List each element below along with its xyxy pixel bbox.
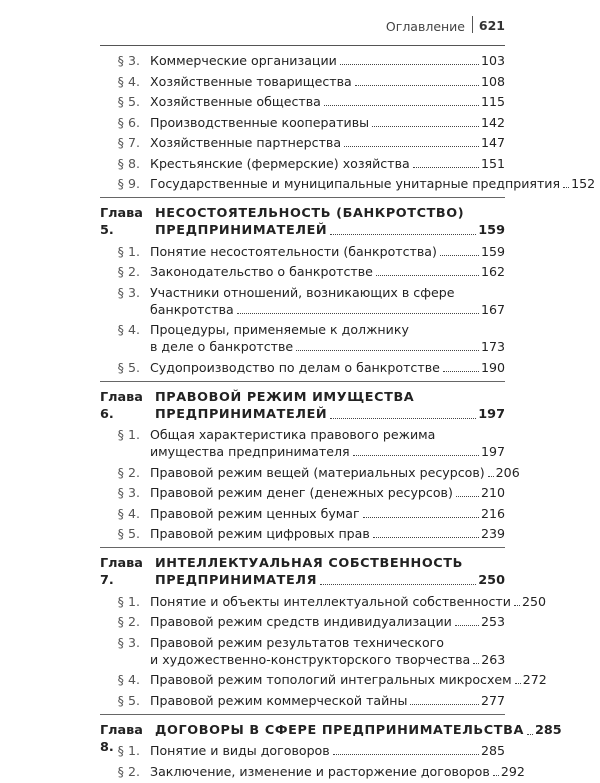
entry-title-line: ИНТЕЛЛЕКТУАЛЬНАЯ СОБСТВЕННОСТЬ (155, 556, 463, 571)
entry-title-line: имущества предпринимателя (150, 444, 350, 459)
entry-text (150, 263, 505, 280)
entry-text (150, 243, 505, 260)
entry-title-line: Понятие несостоятельности (банкротства) (150, 243, 437, 259)
dot-leader (363, 517, 479, 518)
chapter-number: Глава 8. (100, 722, 143, 755)
section-number: § 5. (117, 359, 140, 375)
entry-title-line: ДОГОВОРЫ В СФЕРЕ ПРЕДПРИНИМАТЕЛЬСТВА (155, 722, 524, 738)
entry-title-line: Правовой режим денег (денежных ресурсов) (150, 485, 453, 500)
entry-page-number: 173 (480, 339, 505, 354)
section-number: § 5. (117, 692, 140, 708)
dot-leader (514, 605, 520, 606)
chapter-number: Глава 5. (100, 206, 143, 238)
section-number: § 6. (117, 114, 140, 130)
dot-leader (355, 85, 479, 86)
toc-section[interactable] (100, 426, 505, 460)
entry-title-line: Понятие и виды договоров (150, 743, 330, 758)
entry-text (150, 73, 505, 90)
entry-title-line: Хозяйственные партнерства (150, 135, 342, 150)
entry-leader-line (155, 406, 505, 423)
entry-text (150, 593, 547, 610)
section-number: § 5. (117, 94, 140, 109)
entry-page-number: 151 (480, 155, 505, 171)
entry-title-line: Участники отношений, возникающих в сфере (150, 284, 455, 300)
entry-leader-line (150, 443, 505, 460)
entry-page-number: 147 (480, 135, 505, 150)
entry-page-number: 197 (480, 444, 505, 459)
toc-section[interactable] (100, 464, 520, 481)
entry-title-line: банкротства (150, 301, 234, 317)
toc-section[interactable] (100, 593, 547, 610)
entry-page-number: 162 (480, 264, 505, 279)
entry-title-line: Правовой режим топологий интегральных микросхем (150, 672, 512, 687)
entry-text (150, 634, 505, 668)
entry-leader-line (155, 572, 505, 589)
entry-text (150, 742, 505, 759)
entry-leader-line (150, 593, 547, 610)
entry-text (150, 155, 505, 172)
entry-page-number: 152 (571, 176, 596, 191)
dot-leader (410, 704, 478, 705)
entry-text (150, 464, 520, 481)
entry-text (150, 671, 547, 688)
dot-leader (372, 126, 479, 127)
dot-leader (488, 476, 494, 477)
entry-title-line: НЕСОСТОЯТЕЛЬНОСТЬ (БАНКРОТСТВО) (155, 206, 465, 221)
entry-leader-line (150, 613, 505, 630)
entry-page-number: 250 (478, 573, 505, 588)
section-number: § 5. (117, 526, 140, 541)
toc-chapter[interactable] (100, 555, 505, 589)
entry-page-number: 285 (534, 722, 562, 738)
section-number: § 2. (117, 464, 140, 480)
entry-leader-line (150, 671, 547, 688)
entry-text (150, 426, 505, 460)
entry-title-line: Правовой режим вещей (материальных ресурсов) (150, 464, 485, 480)
dot-leader (320, 584, 476, 585)
dot-leader (563, 187, 569, 188)
page-header (100, 16, 505, 38)
toc-section[interactable] (100, 321, 505, 355)
entry-title-line: Понятие и объекты интеллектуальной собственности (150, 593, 511, 609)
toc-section[interactable] (100, 263, 505, 280)
entry-page-number: 197 (478, 406, 505, 422)
section-number: § 9. (117, 176, 140, 191)
entry-title-line: Хозяйственные товарищества (150, 73, 352, 89)
entry-text (150, 321, 505, 355)
section-number: § 7. (117, 135, 140, 150)
entry-page-number: 239 (480, 526, 505, 541)
entry-leader-line (150, 93, 505, 110)
entry-leader-line (150, 338, 505, 355)
chapter-divider (100, 381, 505, 382)
entry-page-number: 142 (480, 114, 505, 130)
entry-text (150, 52, 505, 69)
toc-section[interactable] (100, 359, 505, 382)
entry-leader-line (150, 763, 525, 780)
entry-title-line: Правовой режим результатов технического (150, 634, 444, 650)
dot-leader (443, 371, 479, 372)
entry-text (150, 175, 596, 192)
dot-leader (440, 255, 479, 256)
entry-title-line: в деле о банкротстве (150, 339, 294, 354)
entry-leader-line (150, 175, 596, 192)
chapter-number: Глава 6. (100, 389, 143, 422)
toc-chapter[interactable] (100, 389, 505, 423)
entry-leader-line (150, 525, 505, 542)
dot-leader (527, 734, 533, 735)
section-number: § 4. (117, 672, 140, 687)
entry-title-line: ПРЕДПРИНИМАТЕЛЕЙ (155, 406, 328, 422)
entry-title-line: Хозяйственные общества (150, 94, 321, 109)
dot-leader (413, 167, 479, 168)
entry-page-number: 292 (500, 763, 525, 779)
entry-text (150, 134, 505, 151)
entry-page-number: 159 (480, 243, 505, 259)
entry-leader-line (150, 134, 505, 151)
entry-leader-line (150, 484, 505, 501)
section-number: § 2. (117, 264, 140, 279)
entry-page-number: 190 (480, 359, 505, 375)
toc-section[interactable] (100, 175, 596, 198)
entry-page-number: 103 (480, 53, 505, 68)
dot-leader (340, 64, 479, 65)
toc-section[interactable] (100, 155, 505, 172)
entry-text (150, 284, 505, 318)
entry-page-number: 285 (480, 743, 505, 758)
dot-leader (324, 105, 479, 106)
entry-text (150, 484, 505, 501)
toc-section[interactable] (100, 671, 547, 688)
toc-section[interactable] (100, 52, 505, 69)
entry-page-number: 253 (480, 614, 505, 629)
chapter-divider (100, 197, 505, 198)
running-title: Оглавление (385, 19, 465, 34)
entry-text (150, 505, 505, 522)
toc-section[interactable] (100, 134, 505, 151)
toc-section[interactable] (100, 763, 525, 780)
entry-title-line: и художественно-конструкторского творчества (150, 651, 471, 667)
dot-leader (330, 418, 476, 419)
toc-section[interactable] (100, 505, 505, 522)
entry-leader-line (150, 52, 505, 69)
entry-text (150, 114, 505, 131)
entry-leader-line (150, 505, 505, 522)
dot-leader (376, 275, 479, 276)
section-number: § 1. (117, 593, 140, 609)
entry-title-line: Общая характеристика правового режима (150, 427, 436, 442)
entry-leader-line (150, 263, 505, 280)
toc-section[interactable] (100, 73, 505, 90)
section-number: § 1. (117, 243, 140, 259)
toc-section[interactable] (100, 613, 505, 630)
toc-section[interactable] (100, 692, 505, 715)
entry-page-number: 277 (480, 692, 505, 708)
entry-leader-line (150, 243, 505, 260)
section-number: § 3. (117, 485, 140, 500)
section-number: § 4. (117, 73, 140, 89)
entry-leader-line (155, 222, 505, 239)
toc-section[interactable] (100, 742, 505, 759)
dot-leader (473, 663, 479, 664)
header-separator (472, 16, 473, 33)
entry-title-line: Государственные и муниципальные унитарные предприятия (150, 176, 561, 191)
entry-title-line: Правовой режим ценных бумаг (150, 505, 360, 521)
entry-page-number: 159 (478, 223, 505, 238)
entry-leader-line (155, 722, 562, 739)
chapter-divider (100, 714, 505, 715)
entry-page-number: 250 (521, 593, 547, 609)
entry-page-number: 272 (522, 672, 547, 687)
entry-leader-line (150, 301, 505, 318)
chapter-number: Глава 7. (100, 556, 143, 588)
entry-leader-line (150, 464, 520, 481)
entry-text (155, 722, 562, 739)
entry-title-line: Правовой режим коммерческой тайны (150, 692, 408, 708)
entry-text (150, 525, 505, 542)
section-number: § 8. (117, 155, 140, 171)
entry-page-number: 108 (480, 73, 505, 89)
entry-leader-line (150, 692, 505, 709)
table-of-contents (100, 52, 596, 783)
entry-leader-line (150, 155, 505, 172)
entry-text (150, 93, 505, 110)
section-number: § 2. (117, 763, 140, 779)
toc-section[interactable] (100, 284, 505, 318)
section-number: § 4. (117, 322, 140, 337)
dot-leader (344, 146, 479, 147)
entry-title-line: Заключение, изменение и расторжение договоров (150, 763, 490, 779)
dot-leader (515, 683, 521, 684)
dot-leader (373, 537, 479, 538)
entry-text (155, 389, 505, 423)
toc-section[interactable] (100, 93, 505, 110)
dot-leader (456, 496, 479, 497)
entry-text (155, 205, 505, 239)
entry-page-number: 263 (481, 651, 506, 667)
dot-leader (455, 625, 479, 626)
toc-chapter[interactable] (100, 205, 505, 239)
entry-title-line: Правовой режим цифровых прав (150, 526, 370, 541)
header-rule (100, 45, 505, 46)
entry-text (155, 555, 505, 589)
entry-text (150, 763, 525, 780)
toc-section[interactable] (100, 634, 505, 668)
entry-page-number: 206 (495, 464, 520, 480)
toc-section[interactable] (100, 525, 505, 548)
entry-title-line: Крестьянские (фермерские) хозяйства (150, 155, 410, 171)
entry-title-line: Законодательство о банкротстве (150, 264, 373, 279)
dot-leader (330, 234, 476, 235)
entry-title-line: Судопроизводство по делам о банкротстве (150, 359, 440, 375)
entry-title-line: ПРЕДПРИНИМАТЕЛЯ (155, 573, 318, 588)
entry-leader-line (150, 651, 505, 668)
dot-leader (237, 313, 479, 314)
entry-page-number: 210 (480, 485, 505, 500)
dot-leader (493, 775, 499, 776)
entry-title-line: Коммерческие организации (150, 53, 337, 68)
dot-leader (353, 455, 479, 456)
entry-text (150, 359, 505, 376)
toc-section[interactable] (100, 484, 505, 501)
section-number: § 4. (117, 505, 140, 521)
toc-section[interactable] (100, 114, 505, 131)
entry-leader-line (150, 359, 505, 376)
section-number: § 2. (117, 614, 140, 629)
entry-leader-line (150, 114, 505, 131)
section-number: § 1. (117, 427, 140, 442)
section-number: § 3. (117, 634, 140, 650)
entry-leader-line (150, 742, 505, 759)
entry-text (150, 692, 505, 709)
page-number: 621 (478, 18, 505, 33)
entry-text (150, 613, 505, 630)
toc-section[interactable] (100, 243, 505, 260)
entry-title-line: ПРЕДПРИНИМАТЕЛЕЙ (155, 223, 328, 238)
entry-page-number: 216 (480, 505, 505, 521)
entry-title-line: ПРАВОВОЙ РЕЖИМ ИМУЩЕСТВА (155, 389, 415, 405)
entry-title-line: Правовой режим средств индивидуализации (150, 614, 452, 629)
entry-title-line: Производственные кооперативы (150, 114, 370, 130)
section-number: § 3. (117, 284, 140, 300)
entry-page-number: 115 (480, 94, 505, 109)
section-number: § 1. (117, 743, 140, 758)
entry-page-number: 167 (480, 301, 505, 317)
dot-leader (296, 350, 479, 351)
dot-leader (333, 754, 479, 755)
chapter-divider (100, 547, 505, 548)
entry-title-line: Процедуры, применяемые к должнику (150, 322, 409, 337)
entry-leader-line (150, 73, 505, 90)
section-number: § 3. (117, 53, 140, 68)
